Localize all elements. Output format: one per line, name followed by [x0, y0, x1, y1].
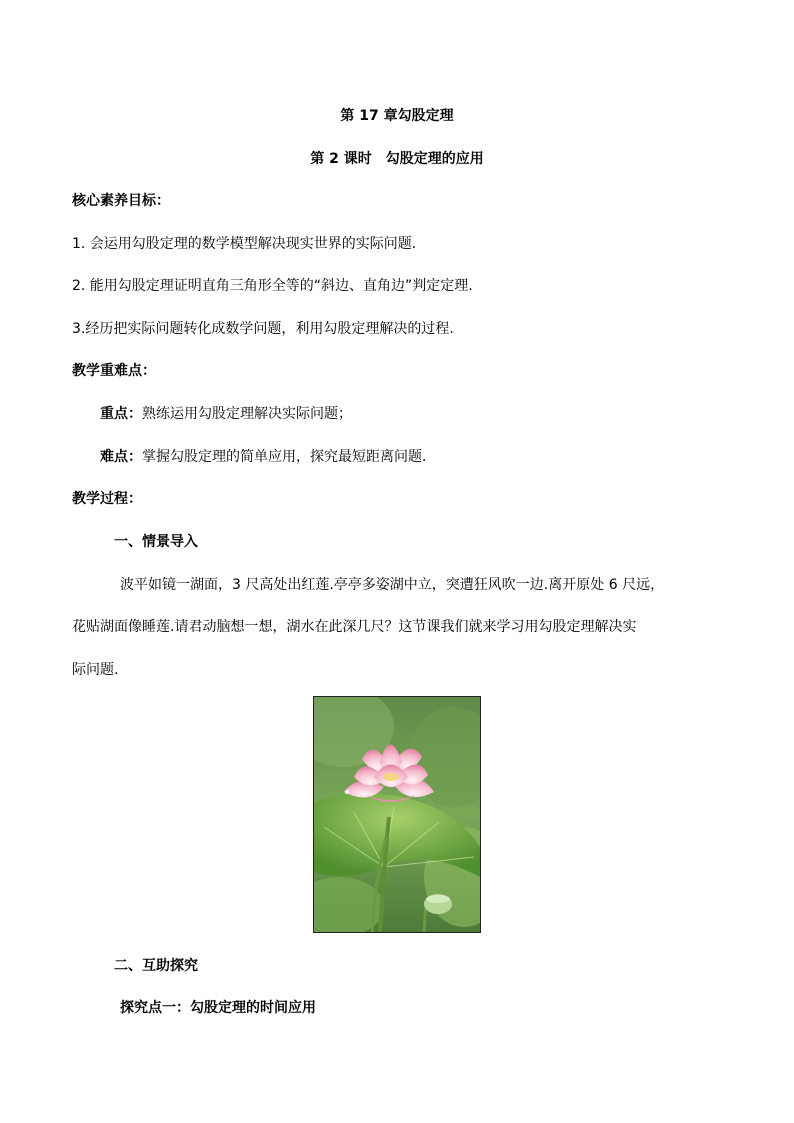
difficulty-text: 掌握勾股定理的简单应用，探究最短距离问题． — [142, 449, 436, 465]
goal-item-1: 1. 会运用勾股定理的数学模型解决现实世界的实际问题. — [72, 236, 417, 252]
section-1-heading: 一、情景导入 — [114, 534, 198, 550]
key-point-label: 重点： — [100, 406, 142, 422]
difficulty-label: 难点： — [100, 449, 142, 465]
process-heading: 教学过程： — [72, 491, 142, 507]
key-difficulty-heading: 教学重难点： — [72, 363, 156, 379]
intro-line-2: 花贴湖面像睡莲.请君动脑想一想，湖水在此深几尺？这节课我们就来学习用勾股定理解决实 — [72, 619, 637, 635]
lesson-title: 第 2 课时 勾股定理的应用 — [310, 151, 484, 167]
explore-point-1: 探究点一：勾股定理的时间应用 — [120, 1000, 316, 1016]
goals-heading: 核心素养目标： — [72, 193, 170, 209]
key-point-text: 熟练运用勾股定理解决实际问题； — [142, 406, 352, 422]
intro-line-1: 波平如镜一湖面，3 尺高处出红莲.亭亭多姿湖中立，突遭狂风吹一边.离开原处 6 尺远， — [120, 577, 665, 593]
intro-line-3: 际问题. — [72, 662, 119, 678]
goal-item-3: 3.经历把实际问题转化成数学问题，利用勾股定理解决的过程. — [72, 321, 454, 337]
lotus-photo — [313, 696, 481, 933]
difficulty-point — [100, 447, 436, 467]
goal-item-2: 2. 能用勾股定理证明直角三角形全等的“斜边、直角边”判定定理. — [72, 278, 473, 294]
chapter-title: 第 17 章勾股定理 — [340, 108, 454, 124]
key-point — [100, 404, 352, 424]
section-2-heading: 二、互助探究 — [114, 958, 198, 974]
